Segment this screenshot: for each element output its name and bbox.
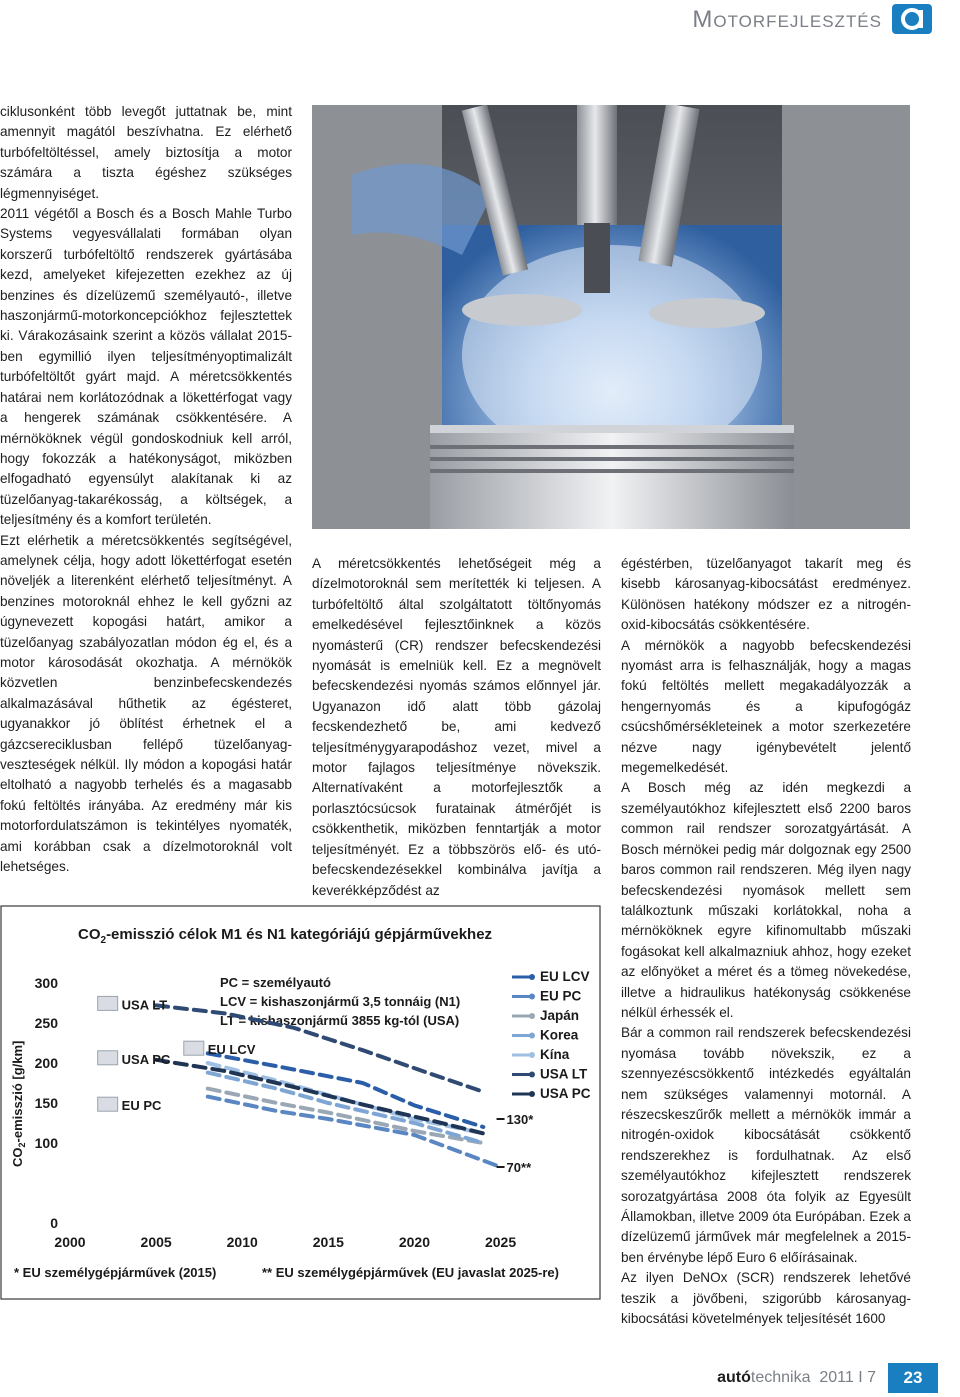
- y-tick-label: 0: [50, 1215, 58, 1231]
- paragraph: A méretcsökkentés lehetőségeit még a dízelmotoroknál sem merítették ki teljesen. A turbófeltöltő által szolgáltatott töltőnyomás emelkedésével fejlesztőinknek a közös nyomásterű (CR) rendszer befecskendezési nyomását is emelniük kell. Ez a megnövelt befecskendezési nyomás számos előnnyel jár. Ugyanazon idő alatt több gázolaj fecskendezhető be, ami kedvező teljesítménygyarapodáshoz vezet, mivel a motor fajlagos teljesítménye növekszik. Alternatívaként a motorfejlesztők a porlasztócsúcsok furatainak átmérőjét is csökkenthetik, miközben fenntartják a motor teljesítményét. Ez a többszörös elő- és utó-befecskendezésekkel kombinálva javítja a keverékképződést az: [312, 556, 601, 898]
- x-tick-label: 2000: [54, 1234, 86, 1250]
- section-title: Motorfejlesztés: [692, 6, 882, 33]
- legend-dot: [529, 1072, 535, 1078]
- chart-title-rest: -emisszió célok M1 és N1 kategóriájú gépjárművekhez: [106, 926, 493, 943]
- legend-label: EU LCV: [540, 969, 590, 984]
- y-axis-label-rest: -emisszió [g/km]: [10, 1040, 25, 1143]
- flag-icon: [184, 1041, 204, 1055]
- callout-label: EU LCV: [207, 1042, 256, 1058]
- paragraph: égéstérben, tüzelőanyagot takarít meg és kisebb károsanyag-kibocsátást eredményez. Különösen hatékony módszer ez a nitrogén-oxid-kibocsátás csökkentésére.: [621, 556, 911, 633]
- y-axis-label-main: CO: [10, 1147, 25, 1167]
- definition-text: PC = személyautó: [220, 975, 331, 990]
- x-tick-label: 2010: [226, 1234, 258, 1250]
- y-axis-label-subscript: 2: [17, 1142, 27, 1148]
- brand-bold: autó: [717, 1369, 751, 1386]
- text-column-1: [0, 102, 292, 877]
- legend-label: Japán: [540, 1008, 580, 1023]
- paragraph: Az ilyen DeNOx (SCR) rendszerek lehetővé teszik a jövőbeni, szigorúbb károsanyag-kibocsátási követelmények teljesítését 1600: [621, 1270, 911, 1327]
- brand-rest: technika: [750, 1369, 811, 1386]
- legend-label: Korea: [540, 1027, 579, 1043]
- target-label: 70**: [506, 1160, 532, 1175]
- paragraph: Ezt elérhetik a méretcsökkentés segítségével, amelynek célja, hogy adott lökettérfogat esetén növeljék a literenként elérhető teljesítményt. A benzines motoroknál ehhez le kell győzni az úgynevezett kopogási határt, amikor a tüzelőanyag szabályozatlan módon ég el, és a motor károsodását okozhatja. A mérnökök közvetlen benzinbefecskendezés alkalmazásával hűthetik az égésteret, ugyanakkor jó öblítést érhetnek el a gázcsereciklusban fellépő tüzelőanyag-veszteségek nélkül. Ily módon a kopogási határ eltolható a nagyobb terhelés és a magasabb fokú feltöltés irányába. Az eredmény már kis motorfordulatszámon is tekintélyes nyomaték, ami korábban csak a dízelmotoroknál volt lehetséges.: [0, 532, 292, 875]
- co2-emission-chart: [0, 905, 601, 1300]
- callout: [184, 1041, 256, 1057]
- y-axis-label: [10, 1041, 27, 1167]
- chart-footnotes: [14, 1265, 559, 1280]
- text-column-3: [621, 554, 911, 1329]
- definition-text: LT = kishaszonjármű 3855 kg-tól (USA): [220, 1013, 460, 1028]
- paragraph: 2011 végétől a Bosch és a Bosch Mahle Turbo Systems vegyesvállalati formában olyan korszerű turbófeltöltő rendszerek gyártásába kezd, amelyeket kifejezetten ezekhez az új benzines és dízelüzemű személyautó-, illetve haszonjármű-motorkoncepciókhoz fejlesztettek ki. Várakozásaink szerint a közös vállalat 2015-ben egymillió ilyen teljesítményoptimalizált turbófeltöltőt gyárt majd. A méretcsökkentés határai nem korlátozódnak a lökettérfogat vagy a hengerek számának csökkentésére. A mérnököknek végül gondoskodniuk kell arról, hogy fokozzák a hatékonyságot, miközben elfogadható egyensúlyt alakítanak ki az tüzelőanyag-takarékosság, a költségek, a teljesítmény és a komfort területén.: [0, 206, 292, 528]
- legend-label: USA LT: [540, 1066, 588, 1082]
- text-column-2: [312, 554, 601, 901]
- paragraph: Bár a common rail rendszerek befecskendezési nyomása tovább növekszik, ez a szennyezéscsökkentő intézkedés egyáltalán nem szükséges valamennyi motornál. A részecskeszűrők mellett a mérnökök immár a nitrogén-oxidok kibocsátását csökkentő rendszerekhez is fordulhatnak. Az első személyautókhoz kifejlesztett rendszerek sorozatgyártása 2008 óta folyik az Egyesült Államokban, illetve 2009 óta Európában. Ezek a dízelüzemű járművek már megfelelnek a 2015-ben érvénybe lépő Euro 6 előírásainak.: [621, 1025, 911, 1265]
- x-tick-label: 2025: [484, 1234, 517, 1250]
- target-label: 130*: [506, 1112, 534, 1127]
- paragraph: ciklusonként több levegőt juttatnak be, mint amennyit magától beszívhatna. Ez elérhető turbófeltöltéssel, amely biztosítja a motor számára a tiszta égéshez szükséges légmennyiséget.: [0, 104, 292, 201]
- callout-label: EU PC: [121, 1098, 162, 1114]
- autotechnika-logo-icon: [892, 4, 932, 34]
- engine-cylinder-photo: [312, 105, 910, 529]
- footnote-1: * EU személygépjárművek (2015): [14, 1265, 217, 1280]
- co2-chart-svg: [0, 905, 601, 1300]
- issue-number: 2011 I 7: [819, 1369, 876, 1386]
- footer-brand: [717, 1369, 876, 1387]
- flag-icon: [98, 1051, 118, 1065]
- x-tick-label: 2015: [312, 1234, 344, 1250]
- x-tick-label: 2020: [398, 1234, 431, 1250]
- y-tick-label: 200: [34, 1055, 58, 1071]
- legend-label: Kína: [540, 1047, 570, 1062]
- y-tick-label: 250: [34, 1015, 58, 1031]
- chart-title-main: CO: [78, 926, 101, 943]
- legend-dot: [529, 994, 535, 1000]
- y-tick-label: 150: [34, 1095, 58, 1111]
- y-tick-label: 300: [34, 975, 58, 991]
- page-header: [0, 0, 960, 40]
- page-footer: [0, 1363, 960, 1397]
- definition-text: LCV = kishaszonjármű 3,5 tonnáig (N1): [220, 994, 461, 1009]
- callout-label: USA LT: [121, 997, 168, 1013]
- flag-icon: [98, 1097, 118, 1111]
- callout: [98, 1097, 162, 1113]
- legend-label: USA PC: [540, 1086, 591, 1101]
- y-tick-label: 100: [34, 1135, 58, 1151]
- page-number: 23: [888, 1363, 938, 1393]
- x-tick-label: 2005: [140, 1234, 172, 1250]
- paragraph: A Bosch még az idén megkezdi a személyautókhoz kifejlesztett első 2200 baros common rail rendszer sorozatgyártását. A Bosch mérnökei pedig már dolgoznak egy 2500 baros common rail rendszeren. Még ilyen nagy befecskendezési nyomások mellett sem találkoztunk műszaki korlátokkal, noha a mérnököknek egyre kifinomultabb műszaki fogásokat kell alkalmazniuk ahhoz, hogy ezeket az előnyöket a méret és a tömeg növekedése, illetve a hidraulikus hatékonyság csökkenése nélkül érhessék el.: [621, 780, 911, 1020]
- flag-icon: [98, 996, 118, 1010]
- callout: [98, 996, 168, 1012]
- callout: [98, 1051, 171, 1067]
- callout-label: USA PC: [121, 1051, 171, 1067]
- legend-dot: [529, 1033, 535, 1039]
- paragraph: A mérnökök a nagyobb befecskendezési nyomást arra is felhasználják, hogy a magas fokú feltöltés mellett megakadályozzák a hengernyomás és a kipufogógáz csúcshőmérsékleteinek a motor szerkezetére nézve nagy igénybevételt jelentő megemelkedését.: [621, 637, 911, 776]
- legend-dot: [529, 1052, 535, 1058]
- legend-label: EU PC: [540, 988, 582, 1004]
- legend-dot: [529, 974, 535, 980]
- legend-dot: [529, 1013, 535, 1019]
- chart-title-subscript: 2: [100, 935, 107, 946]
- legend-dot: [529, 1091, 535, 1097]
- footnote-2: ** EU személygépjárművek (EU javaslat 2025-re): [262, 1265, 559, 1280]
